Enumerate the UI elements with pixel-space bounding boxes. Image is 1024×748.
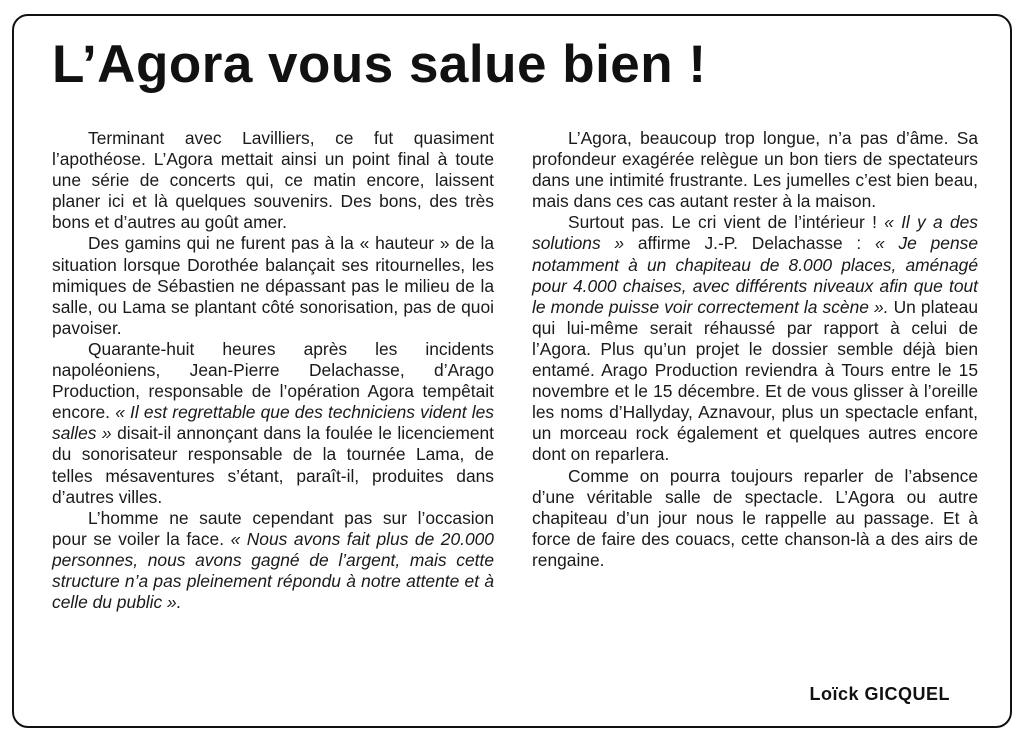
text-run: Des gamins qui ne furent pas à la « hauteur » de la situation lorsque Dorothée balançait ses ritournelles, les mimiques de Sébastien ne dépassant pas le milieu de la salle, ou Lama se plantant côté sonorisation, pas de quoi pavoiser.	[52, 233, 494, 338]
left-column	[52, 128, 494, 613]
text-run: Un plateau qui lui-même serait réhaussé par rapport à celui de l’Agora. Plus qu’un projet le dossier semble déjà bien entamé. Arago Production reviendra à Tours entre le 15 novembre et le 15 décembre. Et de vous glisser à l’oreille les noms d’Hallyday, Aznavour, plus un spectacle enfant, un morceau rock également et quelques autres encore dont on reparlera.	[532, 296, 978, 465]
text-run: L’homme ne saute cependant pas sur l’occasion pour se voiler la face.	[52, 507, 494, 549]
paragraph	[532, 212, 978, 465]
quote-run: « Il est regrettable que des techniciens vident les salles »	[52, 402, 494, 444]
quote-run: « Je pense notamment à un chapiteau de 8.000 places, aménagé pour 4.000 chaises, avec différents niveaux afin que tout le monde puisse voir correctement la scène ».	[532, 233, 979, 317]
text-run: Comme on pourra toujours reparler de l’absence d’une véritable salle de spectacle. L’Agora ou autre chapiteau d’un jour nous le rappelle au passage. Et à force de faire des couacs, cette chanson-là a des airs de rengaine.	[532, 465, 978, 570]
text-run: disait-il annonçant dans la foulée le licenciement du sonorisateur responsable de la tournée Lama, de telles mésaventures s’étant, paraît-il, produites dans d’autres villes.	[52, 423, 495, 507]
paragraph	[532, 466, 978, 571]
article-headline: L’Agora vous salue bien !	[52, 35, 707, 94]
text-run: Surtout pas. Le cri vient de l’intérieur !	[568, 212, 885, 233]
text-run: Terminant avec Lavilliers, ce fut quasiment l’apothéose. L’Agora mettait ainsi un point final à toute une série de concerts qui, ce matin encore, laissent planer ici et là quelques souvenirs. Des bons, des très bons et d’autres au goût amer.	[52, 128, 494, 233]
paragraph	[532, 128, 978, 212]
text-run: Quarante-huit heures après les incidents napoléoniens, Jean-Pierre Delachasse, d’Arago Production, responsable de l’opération Agora tempêtait encore.	[52, 338, 494, 423]
paragraph	[52, 508, 494, 613]
right-column	[532, 128, 978, 571]
quote-run: « Nous avons fait plus de 20.000 personnes, nous avons gagné de l’argent, mais cette structure n’a pas pleinement répondu à notre attente et à celle du public ».	[52, 528, 494, 613]
paragraph	[52, 233, 494, 338]
text-run: L’Agora, beaucoup trop longue, n’a pas d’âme. Sa profondeur exagérée relègue un bon tiers de spectateurs dans une intimité frustrante. Les jumelles c’est bien beau, mais dans ces cas autant rester à la maison.	[532, 128, 978, 212]
author-byline: Loïck GICQUEL	[809, 684, 950, 704]
quote-run: « Il y a des solutions »	[532, 212, 978, 254]
paragraph	[52, 128, 494, 233]
text-run: affirme J.-P. Delachasse :	[624, 233, 876, 254]
paragraph	[52, 339, 494, 508]
